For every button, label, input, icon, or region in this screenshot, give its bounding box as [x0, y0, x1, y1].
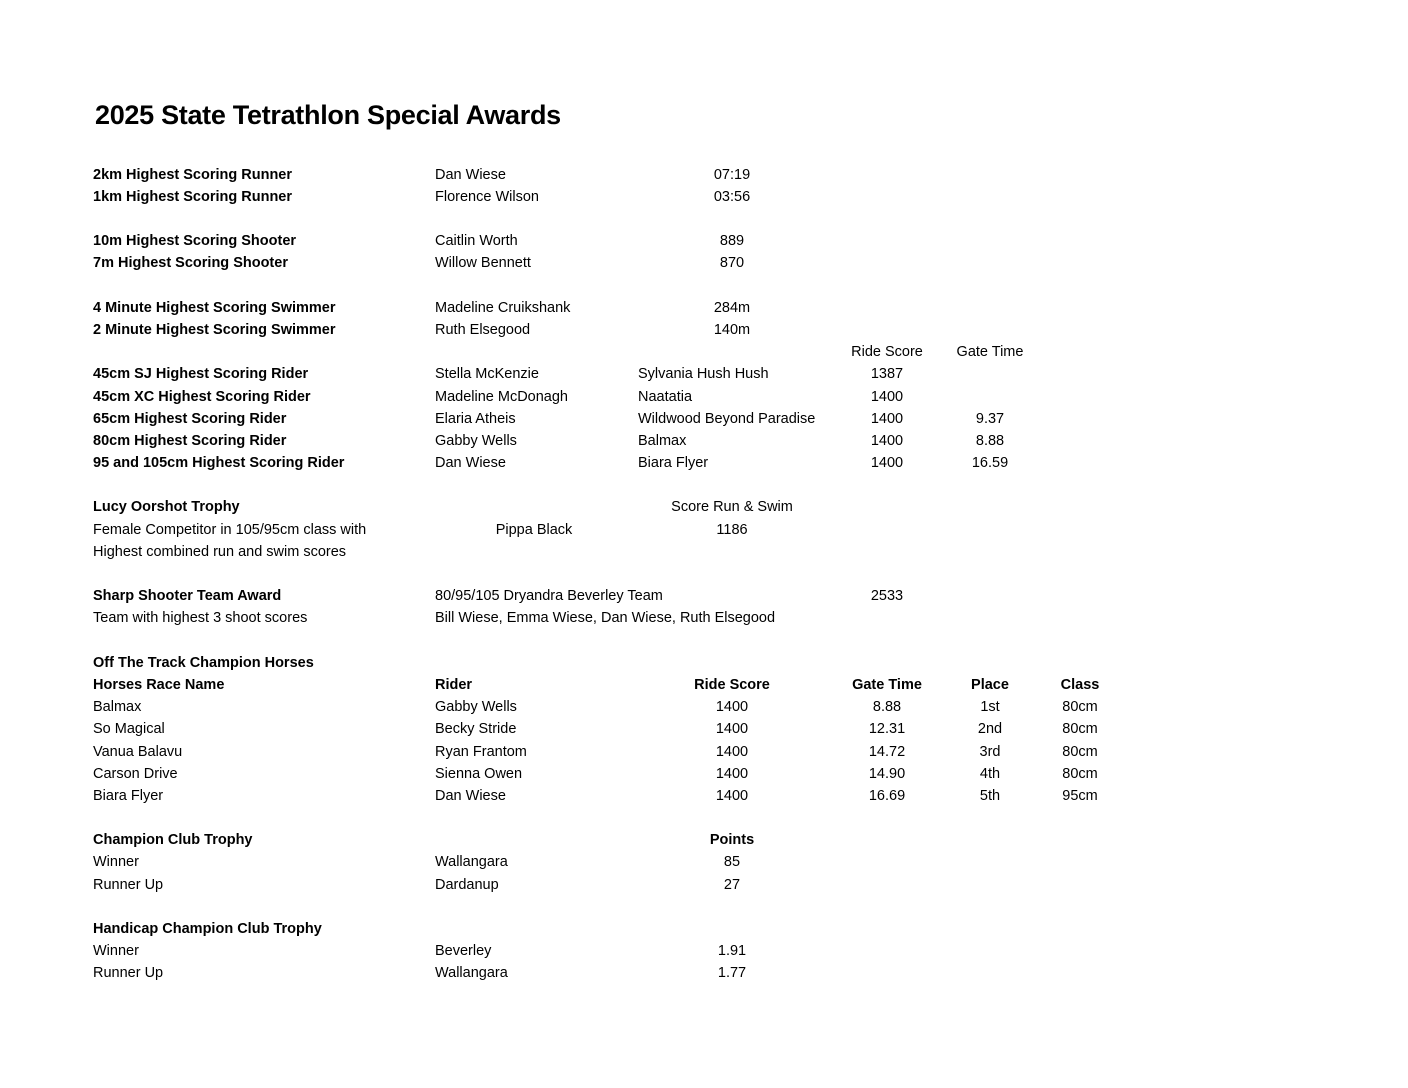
- horse-name: Biara Flyer: [638, 455, 709, 471]
- ottb-score: 1400: [715, 721, 749, 737]
- ottb-header-class: Class: [1060, 677, 1100, 693]
- award-winner: Ruth Elsegood: [435, 322, 531, 338]
- club-name: Dardanup: [435, 877, 499, 893]
- ottb-rider: Dan Wiese: [435, 788, 506, 804]
- award-value: 889: [719, 233, 745, 249]
- ottb-title: Off The Track Champion Horses: [93, 655, 314, 671]
- ride-score: 1400: [870, 389, 904, 405]
- gate-time: 9.37: [975, 411, 1005, 427]
- ride-score-header: Ride Score: [851, 344, 923, 360]
- ottb-horse: Carson Drive: [93, 766, 178, 782]
- gate-time: 16.59: [971, 455, 1009, 471]
- award-winner: Stella McKenzie: [435, 366, 539, 382]
- award-label: 95 and 105cm Highest Scoring Rider: [93, 455, 345, 471]
- handicap-value: 1.91: [717, 943, 747, 959]
- award-winner: Dan Wiese: [435, 167, 506, 183]
- ride-score: 1400: [870, 433, 904, 449]
- ottb-horse: Balmax: [93, 699, 142, 715]
- sharp-shooter-team: 80/95/105 Dryandra Beverley Team: [435, 588, 663, 604]
- ottb-rider: Sienna Owen: [435, 766, 523, 782]
- handicap-placing: Winner: [93, 943, 139, 959]
- sharp-shooter-members: Bill Wiese, Emma Wiese, Dan Wiese, Ruth Elsegood: [435, 610, 776, 626]
- handicap-placing: Runner Up: [93, 965, 164, 981]
- ottb-place: 3rd: [979, 744, 1001, 760]
- award-winner: Dan Wiese: [435, 455, 506, 471]
- ottb-gate: 14.72: [868, 744, 906, 760]
- ottb-rider: Ryan Frantom: [435, 744, 527, 760]
- lucy-score: 1186: [716, 522, 748, 538]
- ottb-header-place: Place: [971, 677, 1009, 693]
- club-points: 85: [723, 854, 741, 870]
- award-label: 2km Highest Scoring Runner: [93, 167, 293, 183]
- ottb-class: 80cm: [1062, 744, 1098, 760]
- award-winner: Caitlin Worth: [435, 233, 518, 249]
- horse-name: Wildwood Beyond Paradise: [638, 411, 816, 427]
- award-winner: Madeline Cruikshank: [435, 300, 571, 316]
- lucy-trophy-title: Lucy Oorshot Trophy: [93, 499, 240, 515]
- ottb-header-score: Ride Score: [694, 677, 770, 693]
- ottb-gate: 8.88: [872, 699, 902, 715]
- handicap-club: Beverley: [435, 943, 492, 959]
- club-placing: Runner Up: [93, 877, 164, 893]
- award-label: 4 Minute Highest Scoring Swimmer: [93, 300, 336, 316]
- gate-time-header: Gate Time: [956, 344, 1024, 360]
- ottb-gate: 12.31: [868, 721, 906, 737]
- ottb-place: 4th: [979, 766, 1001, 782]
- award-label: 7m Highest Scoring Shooter: [93, 255, 288, 271]
- lucy-winner: Pippa Black: [495, 522, 573, 538]
- award-value: 140m: [713, 322, 751, 338]
- ottb-class: 95cm: [1062, 788, 1098, 804]
- ottb-rider: Gabby Wells: [435, 699, 517, 715]
- ottb-score: 1400: [715, 766, 749, 782]
- ottb-class: 80cm: [1062, 721, 1098, 737]
- ottb-header-horse: Horses Race Name: [93, 677, 225, 693]
- award-label: 1km Highest Scoring Runner: [93, 189, 293, 205]
- handicap-club: Wallangara: [435, 965, 508, 981]
- lucy-score-header: Score Run & Swim: [671, 499, 793, 515]
- award-label: 10m Highest Scoring Shooter: [93, 233, 297, 249]
- gate-time: 8.88: [975, 433, 1005, 449]
- ride-score: 1387: [870, 366, 904, 382]
- award-winner: Elaria Atheis: [435, 411, 516, 427]
- ottb-place: 2nd: [977, 721, 1003, 737]
- ottb-header-rider: Rider: [435, 677, 473, 693]
- ride-score: 1400: [870, 411, 904, 427]
- lucy-desc-line2: Highest combined run and swim scores: [93, 544, 347, 560]
- ottb-rider: Becky Stride: [435, 721, 517, 737]
- ottb-gate: 14.90: [868, 766, 906, 782]
- handicap-trophy-title: Handicap Champion Club Trophy: [93, 921, 322, 937]
- award-label: 45cm SJ Highest Scoring Rider: [93, 366, 309, 382]
- horse-name: Sylvania Hush Hush: [638, 366, 769, 382]
- ride-score: 1400: [870, 455, 904, 471]
- ottb-horse: Biara Flyer: [93, 788, 164, 804]
- award-label: 45cm XC Highest Scoring Rider: [93, 389, 311, 405]
- award-winner: Florence Wilson: [435, 189, 539, 205]
- club-placing: Winner: [93, 854, 139, 870]
- award-value: 07:19: [713, 167, 751, 183]
- club-points-header: Points: [709, 832, 755, 848]
- sharp-shooter-desc: Team with highest 3 shoot scores: [93, 610, 308, 626]
- award-label: 65cm Highest Scoring Rider: [93, 411, 287, 427]
- sharp-shooter-title: Sharp Shooter Team Award: [93, 588, 282, 604]
- award-winner: Willow Bennett: [435, 255, 531, 271]
- ottb-score: 1400: [715, 699, 749, 715]
- ottb-class: 80cm: [1062, 766, 1098, 782]
- award-value: 03:56: [713, 189, 751, 205]
- ottb-horse: Vanua Balavu: [93, 744, 183, 760]
- award-label: 80cm Highest Scoring Rider: [93, 433, 287, 449]
- horse-name: Naatatia: [638, 389, 693, 405]
- ottb-gate: 16.69: [868, 788, 906, 804]
- handicap-value: 1.77: [717, 965, 747, 981]
- horse-name: Balmax: [638, 433, 687, 449]
- page-title: 2025 State Tetrathlon Special Awards: [95, 100, 561, 130]
- ottb-header-gate: Gate Time: [852, 677, 922, 693]
- ottb-place: 1st: [980, 699, 1000, 715]
- ottb-place: 5th: [979, 788, 1001, 804]
- club-trophy-title: Champion Club Trophy: [93, 832, 253, 848]
- award-value: 870: [719, 255, 745, 271]
- award-label: 2 Minute Highest Scoring Swimmer: [93, 322, 336, 338]
- club-name: Wallangara: [435, 854, 508, 870]
- ottb-class: 80cm: [1062, 699, 1098, 715]
- award-value: 284m: [713, 300, 751, 316]
- ottb-horse: So Magical: [93, 721, 165, 737]
- award-winner: Madeline McDonagh: [435, 389, 568, 405]
- award-winner: Gabby Wells: [435, 433, 517, 449]
- club-points: 27: [723, 877, 741, 893]
- lucy-desc-line1: Female Competitor in 105/95cm class with: [93, 522, 367, 538]
- ottb-score: 1400: [715, 788, 749, 804]
- sharp-shooter-score: 2533: [870, 588, 904, 604]
- ottb-score: 1400: [715, 744, 749, 760]
